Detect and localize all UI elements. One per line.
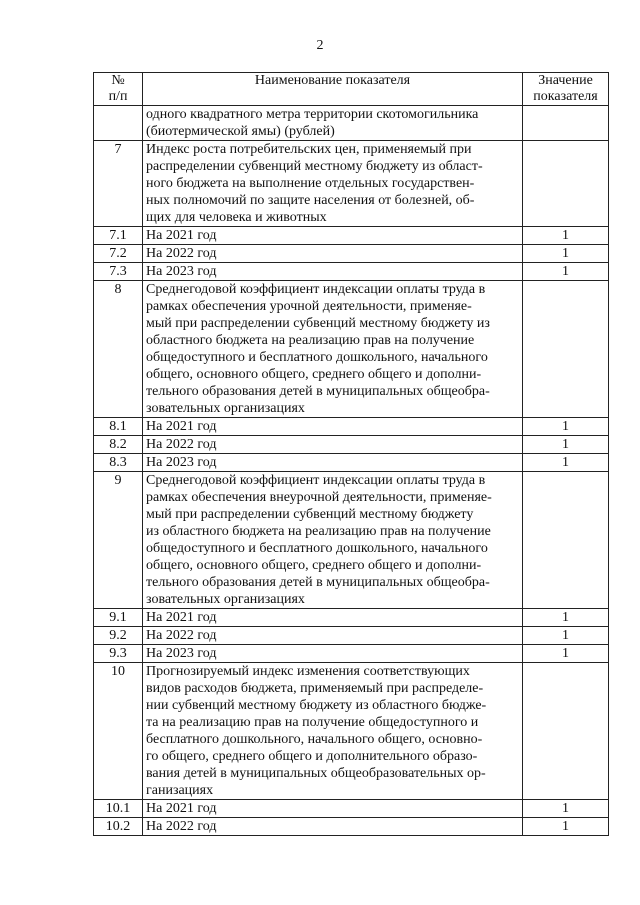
row-number: 7.2 (94, 245, 143, 263)
row-indicator-value: 1 (523, 800, 609, 818)
indicator-text-line: ных полномочий по защите населения от болезней, об- (146, 193, 475, 208)
header-number-line2: п/п (108, 89, 128, 104)
row-indicator-name (143, 645, 523, 663)
indicator-text-line: щих для человека и животных (146, 210, 327, 225)
header-value-line1: Значение (538, 73, 593, 88)
row-indicator-value (523, 663, 609, 800)
row-indicator-name (143, 227, 523, 245)
row-number: 9.1 (94, 609, 143, 627)
indicators-table (93, 72, 609, 836)
row-indicator-name (143, 106, 523, 141)
row-indicator-value: 1 (523, 645, 609, 663)
row-indicator-name (143, 818, 523, 836)
row-indicator-value: 1 (523, 818, 609, 836)
row-indicator-name (143, 281, 523, 418)
indicator-text-line: из областного бюджета на реализацию прав на получение (146, 524, 491, 539)
page-number: 2 (316, 38, 324, 53)
row-number: 7.1 (94, 227, 143, 245)
table-row (94, 418, 609, 436)
header-number (94, 73, 143, 106)
indicator-text-line: Среднегодовой коэффициент индексации оплаты труда в (146, 473, 486, 488)
header-indicator-name: Наименование показателя (143, 73, 523, 106)
indicator-text-line: мый при распределении субвенций местному бюджету (146, 507, 474, 522)
indicator-text-line: На 2022 год (146, 819, 217, 834)
indicator-text-line: зовательных организациях (146, 592, 305, 607)
row-indicator-value: 1 (523, 436, 609, 454)
row-number: 8.2 (94, 436, 143, 454)
indicator-text-line: Среднегодовой коэффициент индексации оплаты труда в (146, 282, 486, 297)
indicator-text-line: та на реализацию прав на получение общедоступного и (146, 715, 479, 730)
indicator-text-line: общедоступного и бесплатного дошкольного, начального (146, 541, 488, 556)
row-number: 9 (94, 472, 143, 609)
row-indicator-name (143, 472, 523, 609)
row-indicator-value (523, 106, 609, 141)
row-indicator-value: 1 (523, 227, 609, 245)
table-row (94, 818, 609, 836)
table-row (94, 245, 609, 263)
row-indicator-name (143, 141, 523, 227)
indicator-text-line: областного бюджета на реализацию прав на получение (146, 333, 475, 348)
header-indicator-value (523, 73, 609, 106)
table-row (94, 281, 609, 418)
indicator-text-line: одного квадратного метра территории скотомогильника (146, 107, 479, 122)
indicator-text-line: мый при распределении субвенций местному бюджету из (146, 316, 490, 331)
indicator-text-line: (биотермической ямы) (рублей) (146, 124, 335, 139)
indicator-text-line: общего, основного общего, среднего общего и дополни- (146, 558, 482, 573)
indicator-text-line: На 2021 год (146, 419, 217, 434)
indicator-text-line: На 2021 год (146, 610, 217, 625)
row-number: 8.3 (94, 454, 143, 472)
row-number: 7 (94, 141, 143, 227)
indicator-text-line: го общего, среднего общего и дополнительного образо- (146, 749, 478, 764)
row-indicator-value (523, 472, 609, 609)
row-number: 8 (94, 281, 143, 418)
row-indicator-name (143, 627, 523, 645)
indicator-text-line: зовательных организациях (146, 401, 305, 416)
indicator-text-line: общедоступного и бесплатного дошкольного, начального (146, 350, 488, 365)
table-row (94, 141, 609, 227)
indicator-text-line: На 2022 год (146, 628, 217, 643)
indicator-text-line: бесплатного дошкольного, начального общего, основно- (146, 732, 483, 747)
table-row (94, 800, 609, 818)
indicator-text-line: На 2021 год (146, 801, 217, 816)
row-indicator-name (143, 454, 523, 472)
row-number: 7.3 (94, 263, 143, 281)
header-value-line2: показателя (533, 89, 598, 104)
row-indicator-value (523, 281, 609, 418)
indicator-text-line: рамках обеспечения внеурочной деятельности, применяе- (146, 490, 492, 505)
table-row (94, 472, 609, 609)
row-indicator-value (523, 141, 609, 227)
row-number: 10.1 (94, 800, 143, 818)
row-indicator-value: 1 (523, 454, 609, 472)
table-header-row (94, 73, 609, 106)
row-number: 9.2 (94, 627, 143, 645)
indicator-text-line: Индекс роста потребительских цен, применяемый при (146, 142, 472, 157)
row-indicator-value: 1 (523, 245, 609, 263)
indicator-text-line: ганизациях (146, 783, 214, 798)
table-row (94, 106, 609, 141)
table-row (94, 645, 609, 663)
table-row (94, 454, 609, 472)
indicator-text-line: На 2021 год (146, 228, 217, 243)
row-indicator-name (143, 245, 523, 263)
table-row (94, 263, 609, 281)
indicator-text-line: вания детей в муниципальных общеобразовательных ор- (146, 766, 486, 781)
table-row (94, 227, 609, 245)
row-number: 8.1 (94, 418, 143, 436)
indicator-text-line: На 2023 год (146, 646, 217, 661)
row-indicator-name (143, 418, 523, 436)
row-indicator-value: 1 (523, 609, 609, 627)
row-indicator-value: 1 (523, 263, 609, 281)
indicator-text-line: распределении субвенций местному бюджету из област- (146, 159, 483, 174)
indicator-text-line: общего, основного общего, среднего общего и дополни- (146, 367, 482, 382)
row-indicator-name (143, 609, 523, 627)
indicator-text-line: нии субвенций местному бюджету из областного бюдже- (146, 698, 487, 713)
indicator-text-line: На 2022 год (146, 246, 217, 261)
row-number: 10.2 (94, 818, 143, 836)
indicator-text-line: На 2023 год (146, 264, 217, 279)
indicator-text-line: видов расходов бюджета, применяемый при распределе- (146, 681, 484, 696)
row-number (94, 106, 143, 141)
row-indicator-name (143, 663, 523, 800)
indicator-text-line: На 2023 год (146, 455, 217, 470)
table-row (94, 609, 609, 627)
indicator-text-line: тельного образования детей в муниципальных общеобра- (146, 384, 490, 399)
header-number-line1: № (111, 73, 125, 88)
table-row (94, 627, 609, 645)
indicator-text-line: ного бюджета на выполнение отдельных государствен- (146, 176, 475, 191)
row-indicator-name (143, 800, 523, 818)
table-row (94, 663, 609, 800)
table-row (94, 436, 609, 454)
row-indicator-name (143, 436, 523, 454)
row-number: 10 (94, 663, 143, 800)
row-indicator-name (143, 263, 523, 281)
indicator-text-line: рамках обеспечения урочной деятельности, применяе- (146, 299, 472, 314)
indicator-text-line: Прогнозируемый индекс изменения соответствующих (146, 664, 470, 679)
indicator-text-line: тельного образования детей в муниципальных общеобра- (146, 575, 490, 590)
row-indicator-value: 1 (523, 627, 609, 645)
indicator-text-line: На 2022 год (146, 437, 217, 452)
row-indicator-value: 1 (523, 418, 609, 436)
row-number: 9.3 (94, 645, 143, 663)
